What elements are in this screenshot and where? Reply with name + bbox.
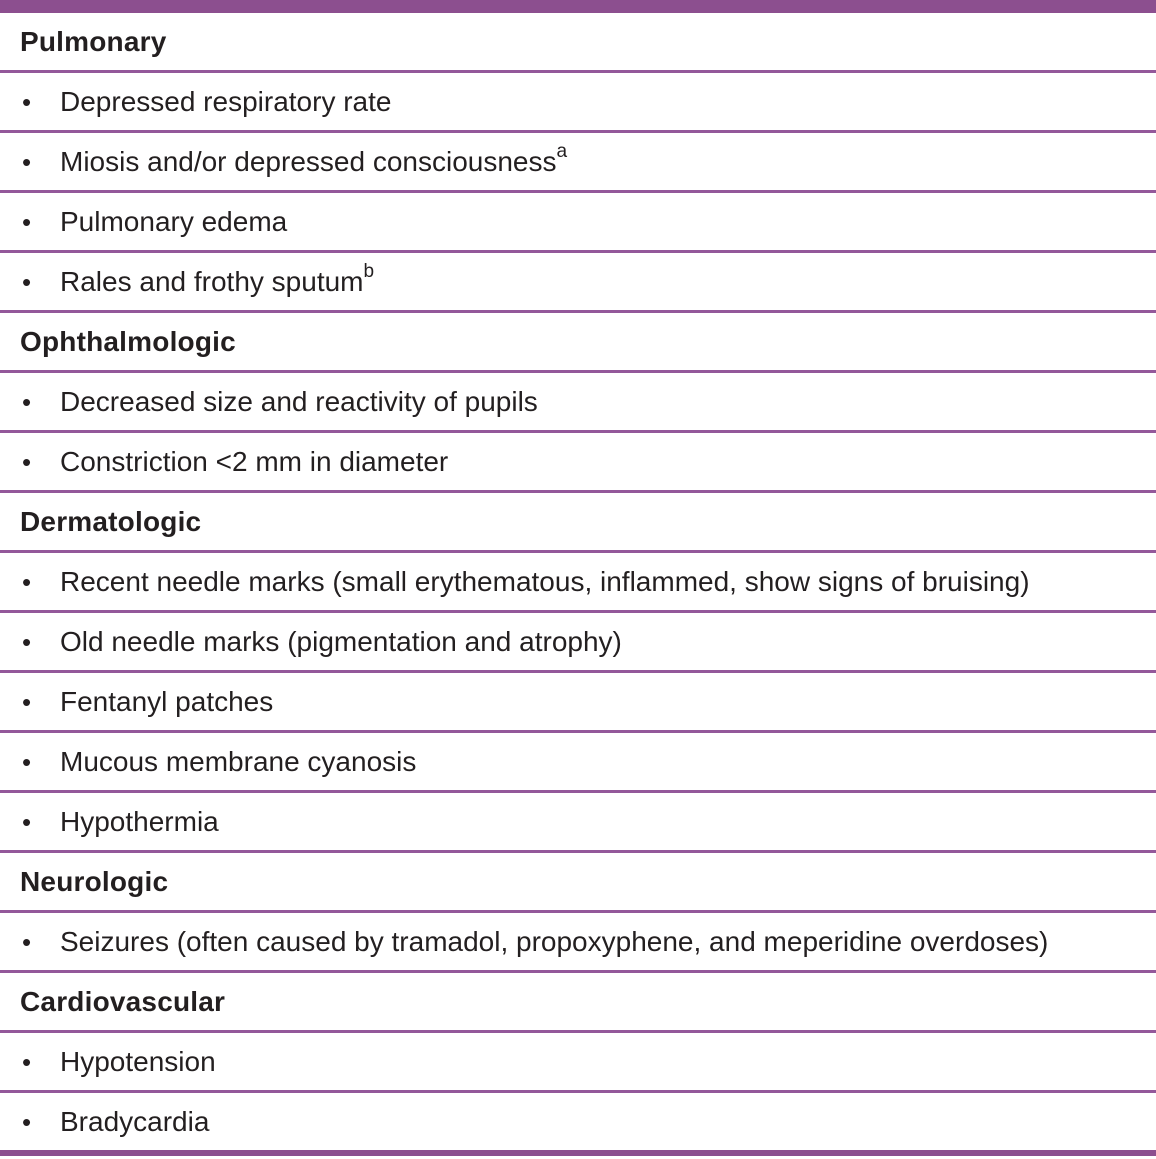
bullet-icon: •	[22, 806, 32, 837]
section-header-row	[0, 313, 1156, 373]
item-label: Pulmonary edema	[60, 205, 288, 237]
section-header-row	[0, 13, 1156, 73]
table-row	[0, 133, 1156, 193]
item-label: Hypotension	[60, 1045, 216, 1077]
bullet-icon: •	[22, 626, 32, 657]
table-row	[0, 673, 1156, 733]
section-header-label: Neurologic	[20, 865, 169, 897]
footnote-marker: b	[363, 261, 375, 283]
table-row	[0, 193, 1156, 253]
item-label: Decreased size and reactivity of pupils	[60, 385, 538, 417]
bullet-icon: •	[22, 146, 32, 177]
bullet-icon: •	[22, 1046, 32, 1077]
section-header-row	[0, 853, 1156, 913]
section-header-label: Dermatologic	[20, 505, 202, 537]
table-row	[0, 793, 1156, 853]
section-header-label: Cardiovascular	[20, 985, 226, 1017]
bullet-icon: •	[22, 746, 32, 777]
table-row	[0, 73, 1156, 133]
item-label: Hypothermia	[60, 805, 219, 837]
section-header-row	[0, 973, 1156, 1033]
bullet-icon: •	[22, 1106, 32, 1137]
bullet-icon: •	[22, 446, 32, 477]
table-row	[0, 613, 1156, 673]
table-row	[0, 733, 1156, 793]
item-label: Seizures (often caused by tramadol, propoxyphene, and meperidine overdoses)	[60, 925, 1049, 957]
table-row	[0, 1033, 1156, 1093]
table-row	[0, 1093, 1156, 1156]
footnote-marker: a	[556, 141, 568, 163]
table-row	[0, 253, 1156, 313]
bullet-icon: •	[22, 386, 32, 417]
item-label: Depressed respiratory rate	[60, 85, 392, 117]
section-header-label: Pulmonary	[20, 25, 167, 57]
table-row	[0, 553, 1156, 613]
section-header-label: Ophthalmologic	[20, 325, 236, 357]
item-label: Fentanyl patches	[60, 685, 274, 717]
item-label: Old needle marks (pigmentation and atrophy)	[60, 625, 622, 657]
item-label: Recent needle marks (small erythematous, inflammed, show signs of bruising)	[60, 565, 1030, 597]
bullet-icon: •	[22, 686, 32, 717]
item-label: Bradycardia	[60, 1105, 210, 1137]
item-label: Rales and frothy sputum$^b$	[60, 261, 375, 297]
table-row	[0, 913, 1156, 973]
bullet-icon: •	[22, 566, 32, 597]
bullet-icon: •	[22, 86, 32, 117]
table-row	[0, 373, 1156, 433]
bullet-icon: •	[22, 266, 32, 297]
bullet-icon: •	[22, 206, 32, 237]
item-label: Constriction <2 mm in diameter	[60, 445, 449, 477]
table-row	[0, 433, 1156, 493]
bullet-icon: •	[22, 926, 32, 957]
item-label: Miosis and/or depressed consciousness$^a$	[60, 141, 568, 177]
item-label: Mucous membrane cyanosis	[60, 745, 417, 777]
section-header-row	[0, 493, 1156, 553]
